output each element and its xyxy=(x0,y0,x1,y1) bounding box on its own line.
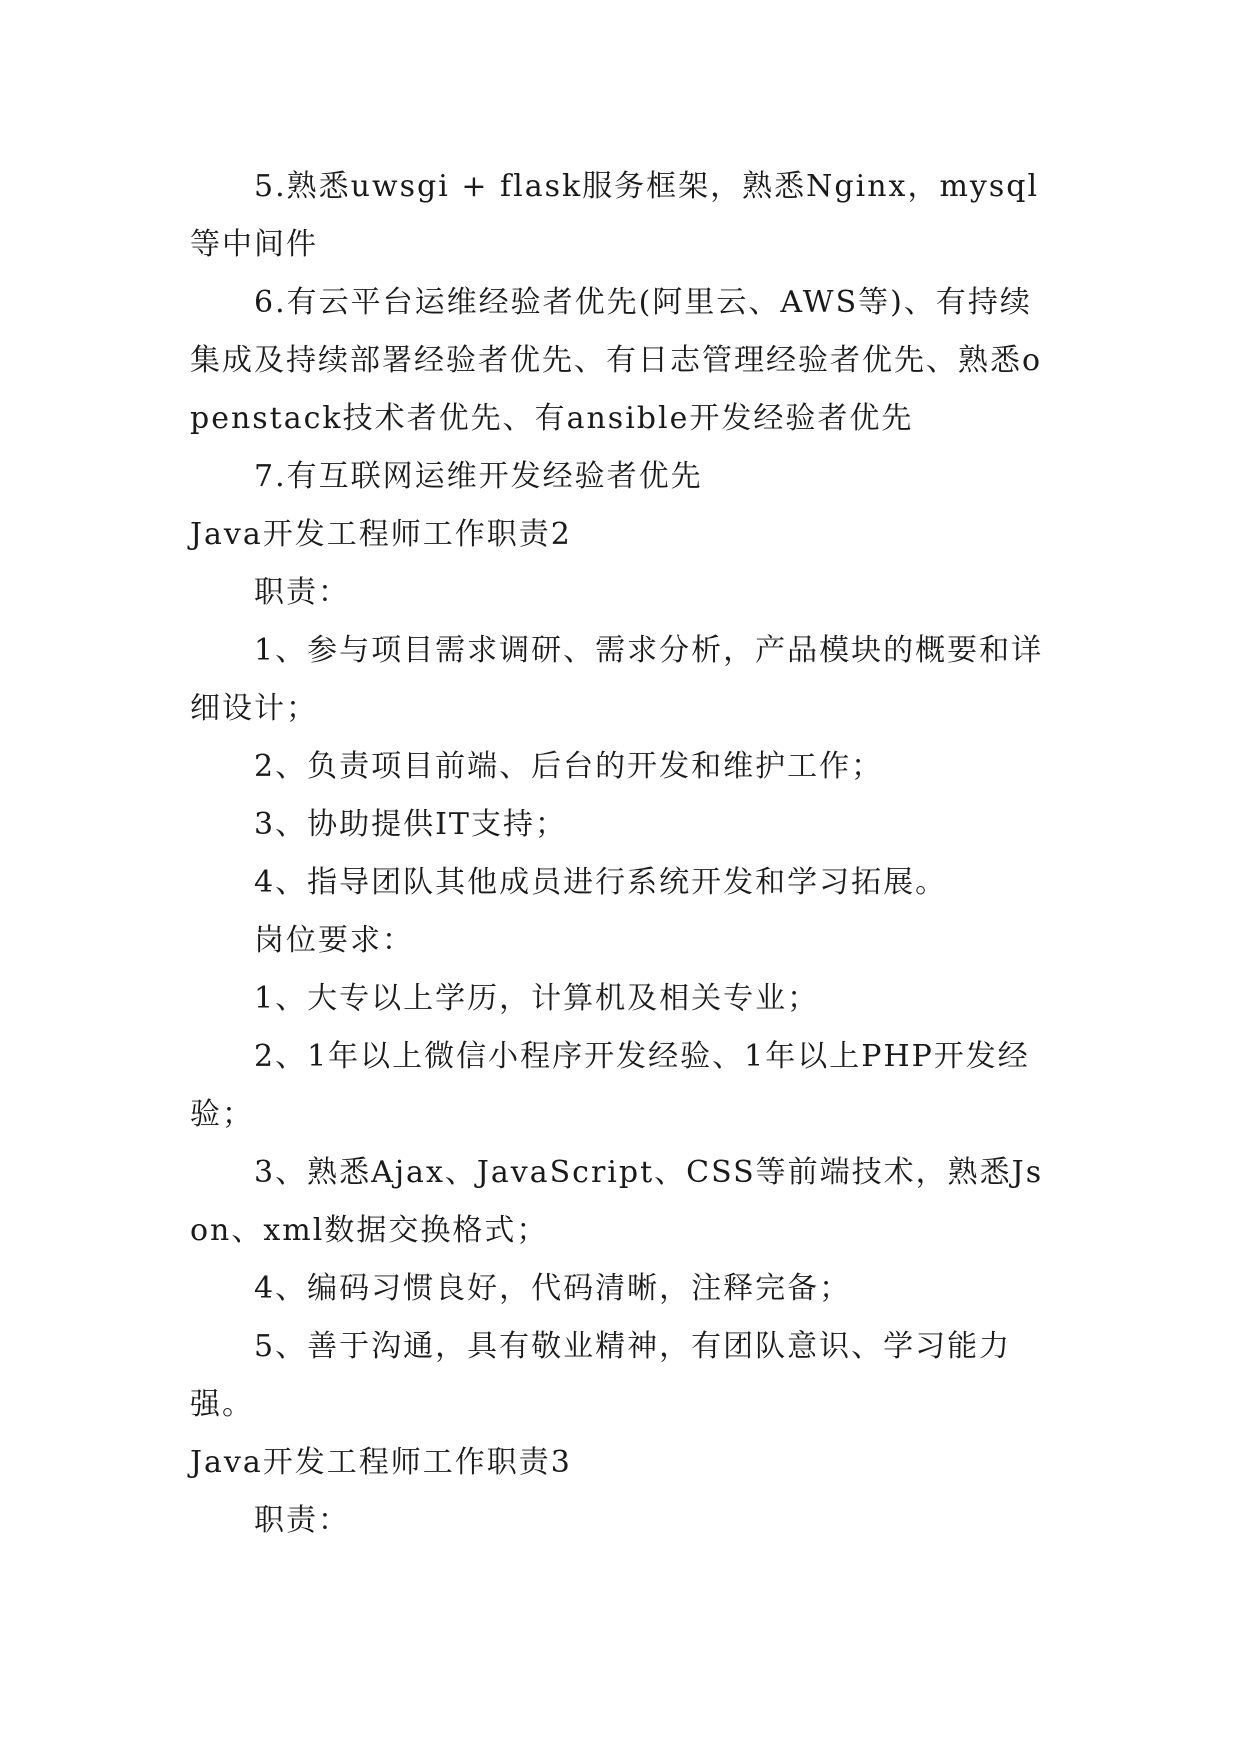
requirement-item-5b: 5、善于沟通，具有敬业精神，有团队意识、学习能力强。 xyxy=(190,1329,1012,1422)
requirement-item-3: 3、熟悉Ajax、JavaScript、CSS等前端技术，熟悉Json、xml数据交换格式； xyxy=(190,1155,1044,1248)
requirement-item-7: 7.有互联网运维开发经验者优先 xyxy=(254,459,703,494)
document-body xyxy=(190,158,1050,1550)
duty-item-2: 2、负责项目前端、后台的开发和维护工作； xyxy=(254,749,884,784)
requirements-label: 岗位要求： xyxy=(254,923,414,958)
duties-label-3: 职责： xyxy=(254,1503,350,1538)
requirement-item-5: 5.熟悉uwsgi + flask服务框架，熟悉Nginx，mysql等中间件 xyxy=(190,169,1040,262)
duty-item-1: 1、参与项目需求调研、需求分析，产品模块的概要和详细设计； xyxy=(190,633,1044,726)
duties-label: 职责： xyxy=(254,575,350,610)
requirement-item-6: 6.有云平台运维经验者优先(阿里云、AWS等)、有持续集成及持续部署经验者优先、有日志管理经验者优先、熟悉openstack技术者优先、有ansible开发经验者优先 xyxy=(190,285,1043,436)
section-heading-3: Java开发工程师工作职责3 xyxy=(190,1445,572,1480)
section-heading-2: Java开发工程师工作职责2 xyxy=(190,517,572,552)
requirement-item-1: 1、大专以上学历，计算机及相关专业； xyxy=(254,981,820,1016)
duty-item-3: 3、协助提供IT支持； xyxy=(254,807,567,842)
duty-item-4: 4、指导团队其他成员进行系统开发和学习拓展。 xyxy=(254,865,948,900)
requirement-item-4: 4、编码习惯良好，代码清晰，注释完备； xyxy=(254,1271,852,1306)
requirement-item-2: 2、1年以上微信小程序开发经验、1年以上PHP开发经验； xyxy=(190,1039,1030,1132)
